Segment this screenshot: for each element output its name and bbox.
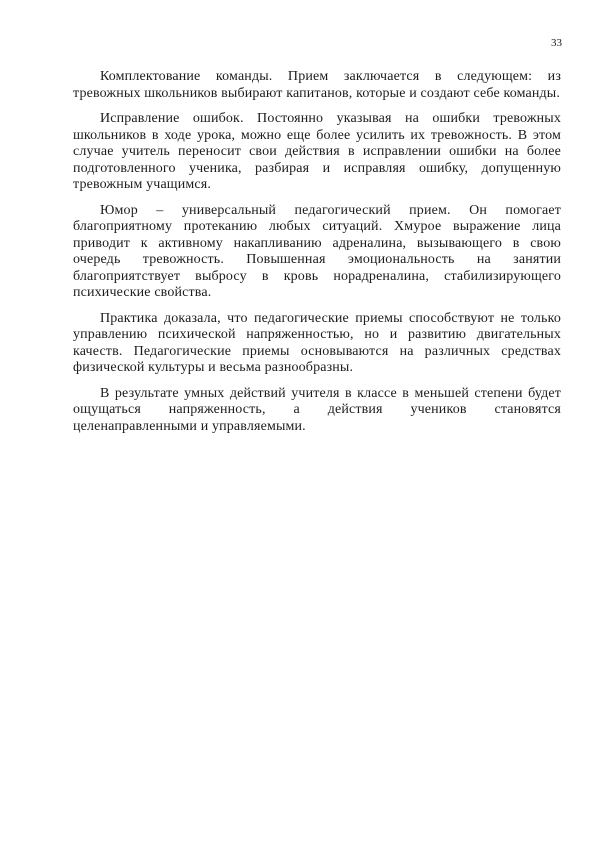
body-text <box>73 69 561 444</box>
page-number: 33 <box>551 37 562 49</box>
paragraph-team-formation: Комплектование команды. Прием заключается в следующем: из тревожных школьников выбирают капитанов, которые и создают себе команды. <box>73 69 561 101</box>
paragraph-practice: Практика доказала, что педагогические приемы способствуют не только управлению психической напряженностью, но и развитию двигательных качеств. Педагогические приемы основываются на различных средствах физической культуры и весьма разнообразны. <box>73 310 561 375</box>
paragraph-result: В результате умных действий учителя в классе в меньшей степени будет ощущаться напряженность, а действия учеников становятся целенаправленными и управляемыми. <box>73 385 561 434</box>
paragraph-humor: Юмор – универсальный педагогический прием. Он помогает благоприятному протеканию любых ситуаций. Хмурое выражение лица приводит к активному накапливанию адреналина, вызывающего в свою очередь тревожность. Повышенная эмоциональность на занятии благоприятствует выбросу в кровь норадреналина, стабилизирующего психические свойства. <box>73 202 561 300</box>
paragraph-error-correction: Исправление ошибок. Постоянно указывая на ошибки тревожных школьников в ходе урока, можно еще более усилить их тревожность. В этом случае учитель переносит свои действия в исправлении ошибки на более подготовленного ученика, разбирая и исправляя ошибку, допущенную тревожным учащимся. <box>73 111 561 192</box>
